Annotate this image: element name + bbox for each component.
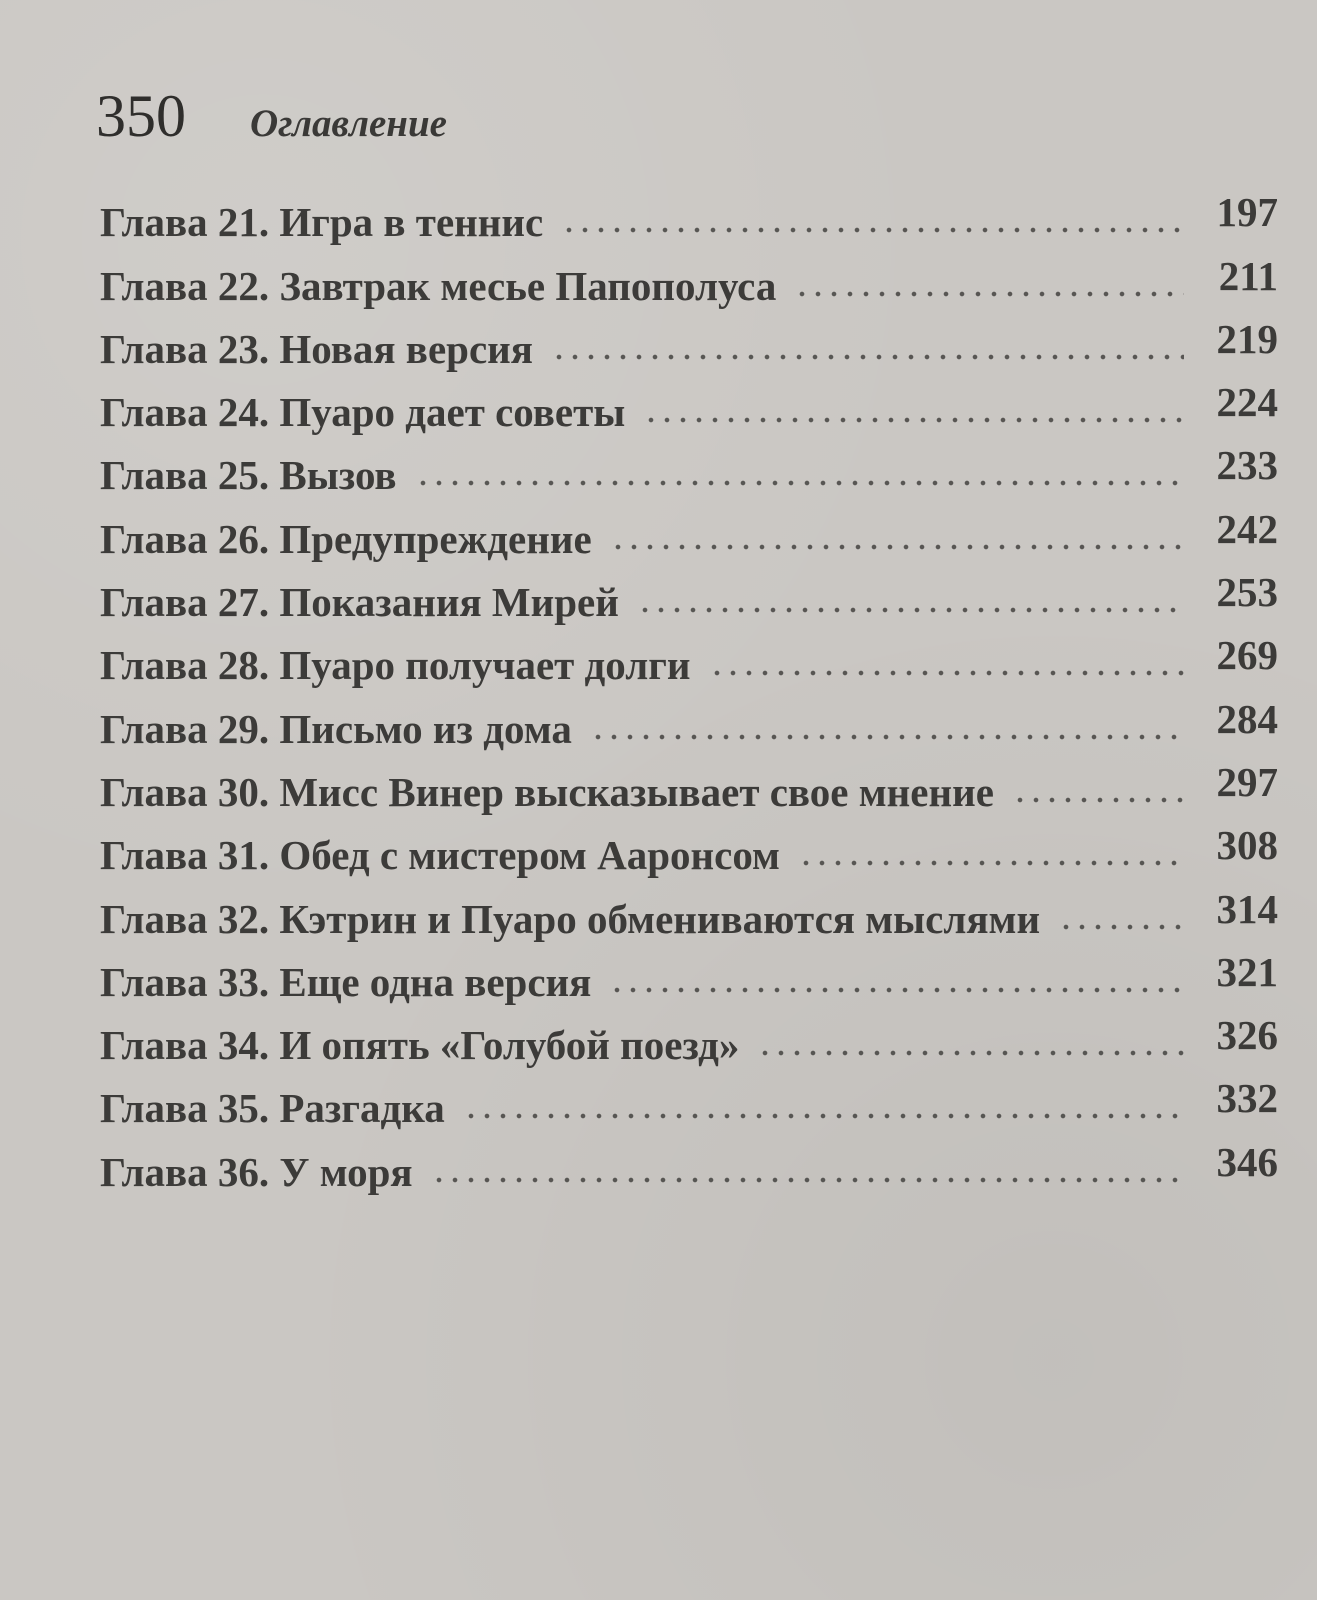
toc-entry-page: 332 bbox=[1216, 1075, 1278, 1122]
toc-entry-title: Глава 30. Мисс Винер высказывает свое мнение bbox=[100, 768, 994, 815]
toc-entry-title: Глава 34. И опять «Голубой поезд» bbox=[100, 1022, 740, 1069]
dot-leader bbox=[463, 1113, 1184, 1119]
dot-leader bbox=[1058, 924, 1184, 930]
dot-leader bbox=[643, 417, 1184, 423]
toc-entry-page: 314 bbox=[1216, 885, 1278, 932]
toc-entry bbox=[100, 1129, 1278, 1195]
toc-entry-page: 297 bbox=[1216, 758, 1278, 805]
toc-entry bbox=[100, 686, 1278, 752]
toc-entry-title: Глава 33. Еще одна версия bbox=[100, 958, 592, 1005]
toc-entry-title: Глава 28. Пуаро получает долги bbox=[100, 642, 691, 689]
dot-leader bbox=[551, 354, 1184, 360]
toc-entry-title: Глава 26. Предупреждение bbox=[100, 515, 592, 562]
toc-entry-page: 233 bbox=[1216, 442, 1278, 489]
toc-entry-title: Глава 31. Обед с мистером Аaронсом bbox=[100, 832, 780, 879]
toc-entry-title: Глава 25. Вызов bbox=[100, 452, 397, 499]
dot-leader bbox=[431, 1177, 1184, 1183]
toc-entry-page: 326 bbox=[1216, 1012, 1278, 1059]
dot-leader bbox=[1012, 797, 1184, 803]
dot-leader bbox=[794, 291, 1184, 297]
toc-entry-page: 346 bbox=[1216, 1138, 1278, 1185]
toc-entry-page: 197 bbox=[1216, 189, 1278, 236]
toc-entry-page: 284 bbox=[1216, 695, 1278, 742]
toc-entry bbox=[100, 243, 1278, 309]
toc-entry-page: 321 bbox=[1216, 948, 1278, 995]
dot-leader bbox=[561, 227, 1184, 233]
toc-entry-page: 308 bbox=[1216, 822, 1278, 869]
dot-leader bbox=[415, 480, 1184, 486]
toc-entry bbox=[100, 433, 1278, 499]
toc-entry bbox=[100, 876, 1278, 942]
toc-entry bbox=[100, 180, 1278, 246]
section-title: Оглавление bbox=[250, 102, 447, 145]
toc-entry-title: Глава 36. У моря bbox=[100, 1148, 413, 1195]
toc-entry-title: Глава 22. Завтрак месье Папополуса bbox=[100, 262, 777, 309]
toc-entry-title: Глава 24. Пуаро дает советы bbox=[100, 389, 626, 436]
toc-entry-page: 242 bbox=[1216, 505, 1278, 552]
toc-entry-title: Глава 21. Игра в теннис bbox=[100, 199, 544, 246]
toc-entry bbox=[100, 940, 1278, 1003]
toc-entry bbox=[100, 1066, 1278, 1132]
toc-entry bbox=[100, 1003, 1278, 1069]
toc-entry-page: 269 bbox=[1216, 632, 1278, 679]
toc-entry-title: Глава 32. Кэтрин и Пуаро обмениваются мыслями bbox=[100, 895, 1041, 942]
table-of-contents bbox=[100, 180, 1278, 1193]
toc-entry bbox=[100, 813, 1278, 879]
toc-entry-page: 224 bbox=[1216, 379, 1278, 426]
toc-entry-title: Глава 35. Разгадка bbox=[100, 1085, 445, 1132]
toc-entry-page: 211 bbox=[1218, 252, 1278, 299]
dot-leader bbox=[709, 670, 1185, 676]
page-number: 350 bbox=[96, 83, 186, 149]
dot-leader bbox=[590, 734, 1184, 740]
running-head bbox=[96, 82, 447, 151]
toc-entry bbox=[100, 370, 1278, 436]
toc-entry-title: Глава 23. Новая версия bbox=[100, 325, 533, 372]
toc-entry bbox=[100, 560, 1278, 626]
toc-entry-title: Глава 27. Показания Мирей bbox=[100, 579, 619, 626]
dot-leader bbox=[637, 607, 1184, 613]
dot-leader bbox=[757, 1050, 1184, 1056]
dot-leader bbox=[610, 544, 1184, 550]
toc-entry bbox=[100, 750, 1278, 813]
toc-entry-page: 219 bbox=[1216, 315, 1278, 362]
toc-entry bbox=[100, 496, 1278, 562]
dot-leader bbox=[798, 860, 1184, 866]
toc-entry-title: Глава 29. Письмо из дома bbox=[100, 705, 572, 752]
toc-entry-page: 253 bbox=[1216, 569, 1278, 616]
toc-entry bbox=[100, 307, 1278, 370]
dot-leader bbox=[609, 987, 1184, 993]
toc-entry bbox=[100, 623, 1278, 689]
